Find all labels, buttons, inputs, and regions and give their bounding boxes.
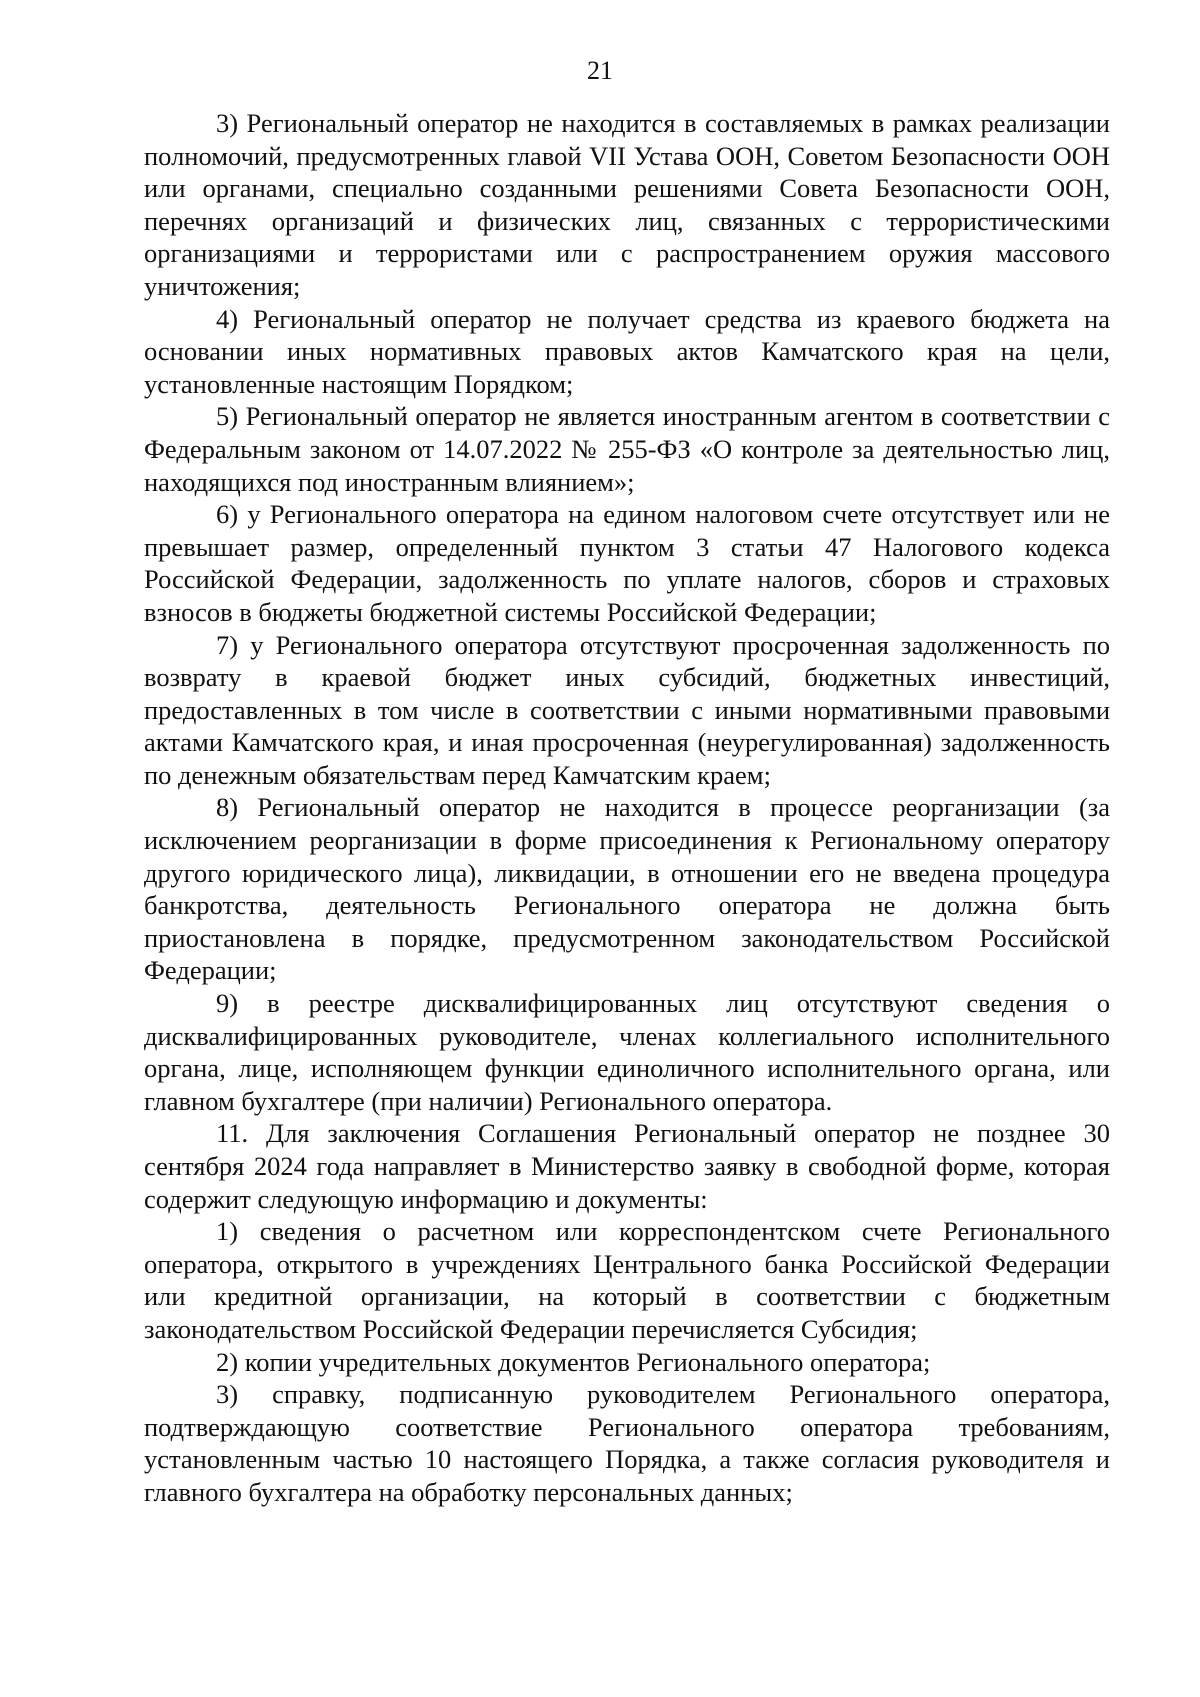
paragraph-item-3-sanctions: 3) Региональный оператор не находится в составляемых в рамках реализации полномочий, предусмотренных главой VII Устава ООН, Советом Безопасности ООН или органами, специально созданными решениями Совета Безопасности ООН, перечнях организаций и физических лиц, связанных с террористическими организациями и террористами или с распространением оружия массового уничтожения; bbox=[144, 108, 1110, 301]
paragraph-item-8-reorganization: 8) Региональный оператор не находится в процессе реорганизации (за исключением реорганизации в форме присоединения к Региональному оператору другого юридического лица), ликвидации, в отношении его не введена процедура банкротства, деятельность Регионального оператора не должна быть приостановлена в порядке, предусмотренном законодательством Российской Федерации; bbox=[144, 792, 1110, 986]
paragraph-item-7-overdue-debt: 7) у Регионального оператора отсутствуют просроченная задолженность по возврату в краевой бюджет иных субсидий, бюджетных инвестиций, предоставленных в том числе в соответствии с иными нормативными правовыми актами Камчатского края, и иная просроченная (неурегулированная) задолженность по денежным обязательствам перед Камчатским краем; bbox=[144, 629, 1110, 790]
paragraph-item-6-tax-debt: 6) у Регионального оператора на едином налоговом счете отсутствует или не превышает размер, определенный пунктом 3 статьи 47 Налогового кодекса Российской Федерации, задолженность по уплате налогов, сборов и страховых взносов в бюджеты бюджетной системы Российской Федерации; bbox=[144, 499, 1110, 627]
paragraph-item-2-founding-documents: 2) копии учредительных документов Регионального оператора; bbox=[216, 1346, 931, 1377]
page-number: 21 bbox=[587, 56, 613, 85]
paragraph-section-11-application: 11. Для заключения Соглашения Региональный оператор не позднее 30 сентября 2024 года направляет в Министерство заявку в свободной форме, которая содержит следующую информацию и документы: bbox=[144, 1118, 1110, 1214]
paragraph-item-5-foreign-agent: 5) Региональный оператор не является иностранным агентом в соответствии с Федеральным законом от 14.07.2022 № 255-ФЗ «О контроле за деятельностью лиц, находящихся под иностранным влиянием»; bbox=[144, 401, 1110, 497]
paragraph-item-9-disqualified-persons: 9) в реестре дисквалифицированных лиц отсутствуют сведения о дисквалифицированных руководителе, членах коллегиального исполнительного органа, лице, исполняющем функции единоличного исполнительного органа, или главном бухгалтере (при наличии) Регионального оператора. bbox=[144, 988, 1110, 1116]
paragraph-item-4-budget-funds: 4) Региональный оператор не получает средства из краевого бюджета на основании иных нормативных правовых актов Камчатского края на цели, установленные настоящим Порядком; bbox=[144, 303, 1110, 399]
paragraph-item-3-certificate: 3) справку, подписанную руководителем Регионального оператора, подтверждающую соответствие Регионального оператора требованиям, установленным частью 10 настоящего Порядка, а также согласия руководителя и главного бухгалтера на обработку персональных данных; bbox=[144, 1379, 1110, 1507]
document-body bbox=[144, 107, 1110, 1509]
paragraph-item-1-account-details: 1) сведения о расчетном или корреспондентском счете Регионального оператора, открытого в учреждениях Центрального банка Российской Федерации или кредитной организации, на который в соответствии с бюджетным законодательством Российской Федерации перечисляется Субсидия; bbox=[144, 1216, 1110, 1344]
